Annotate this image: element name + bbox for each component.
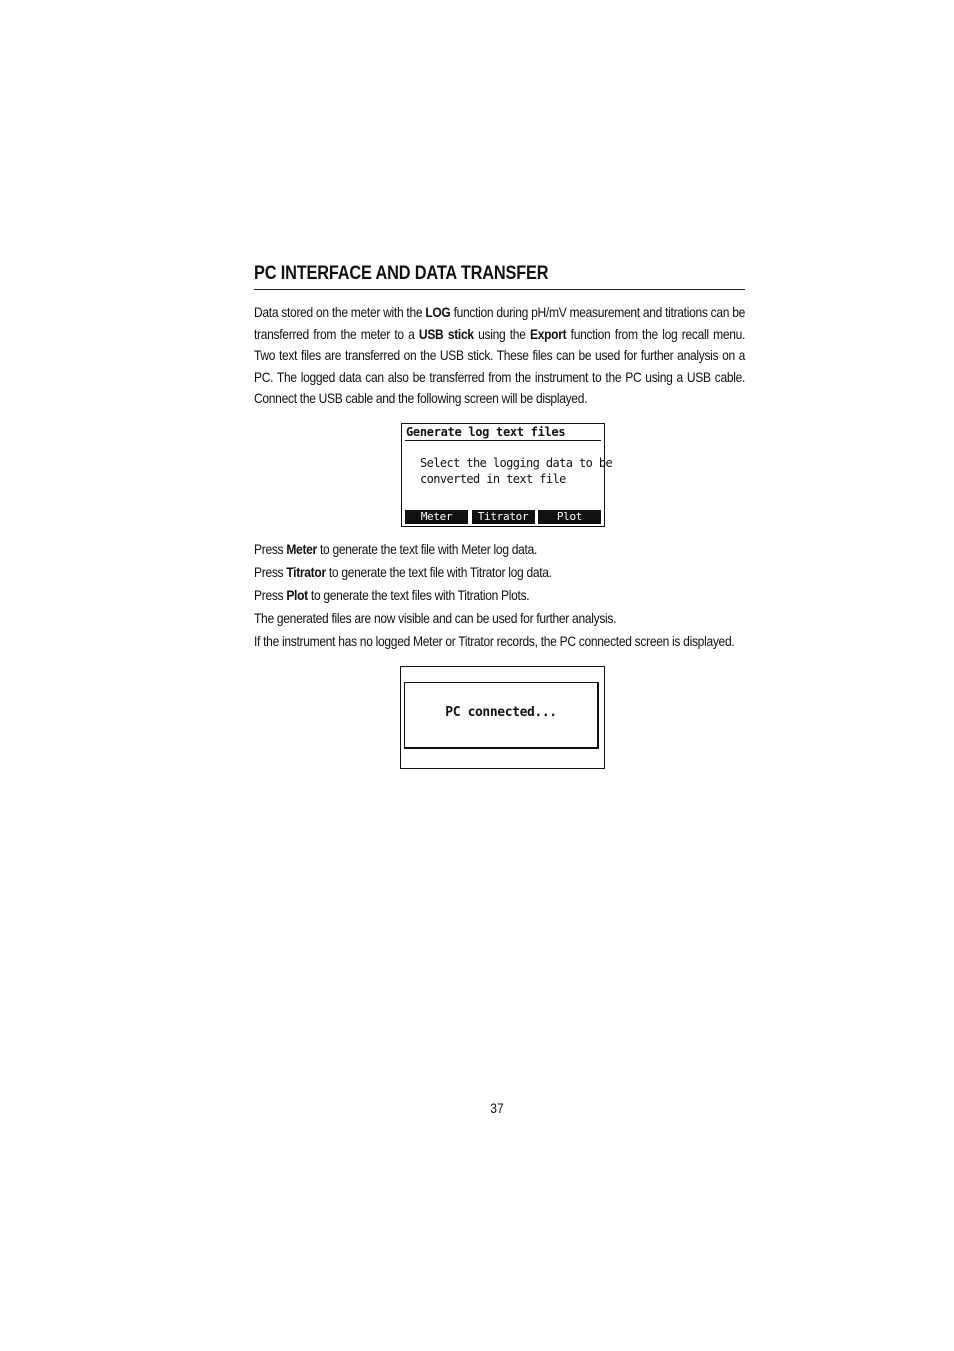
instruction-meter: Press Meter to generate the text file with Meter log data. xyxy=(254,541,538,557)
heading-underline xyxy=(254,289,745,290)
intro-paragraph: Data stored on the meter with the LOG function during pH/mV measurement and titrations can be transferred from the meter to a USB stick using the Export function from the log recall menu. Two text files are transferred on the USB stick. These files can be used for further analysis on a PC. The logged data can also be transferred from the instrument to the PC using a USB cable. Connect the USB cable and the following screen will be displayed. xyxy=(254,304,746,407)
screen-message: Select the logging data to be converted in text file xyxy=(420,456,613,486)
usb-stick-keyword: USB stick xyxy=(418,325,474,342)
titrator-softkey[interactable]: Titrator xyxy=(472,510,535,524)
instruction-titrator: Press Titrator to generate the text file with Titrator log data. xyxy=(254,564,552,580)
section-heading: PC INTERFACE AND DATA TRANSFER xyxy=(254,263,549,284)
page-number: 37 xyxy=(490,1100,504,1116)
instructions xyxy=(254,538,736,653)
screen-title: Generate log text files xyxy=(406,425,566,439)
plot-softkey[interactable]: Plot xyxy=(538,510,601,524)
visible-files-note: The generated files are now visible and can be used for further analysis. xyxy=(254,610,617,626)
export-keyword: Export xyxy=(529,325,567,342)
no-records-note: If the instrument has no logged Meter or Titrator records, the PC connected screen is displayed. xyxy=(254,633,735,649)
instruction-plot: Press Plot to generate the text files with Titration Plots. xyxy=(254,587,530,603)
generate-log-screen xyxy=(401,423,613,527)
main-content xyxy=(254,262,745,424)
softkey-bar xyxy=(405,510,601,524)
log-keyword: LOG xyxy=(425,304,451,320)
message-frame xyxy=(404,682,599,749)
pc-connected-screen xyxy=(400,666,605,769)
screen-title-divider xyxy=(405,440,601,441)
meter-softkey[interactable]: Meter xyxy=(405,510,468,524)
pc-connected-message: PC connected... xyxy=(445,705,557,720)
